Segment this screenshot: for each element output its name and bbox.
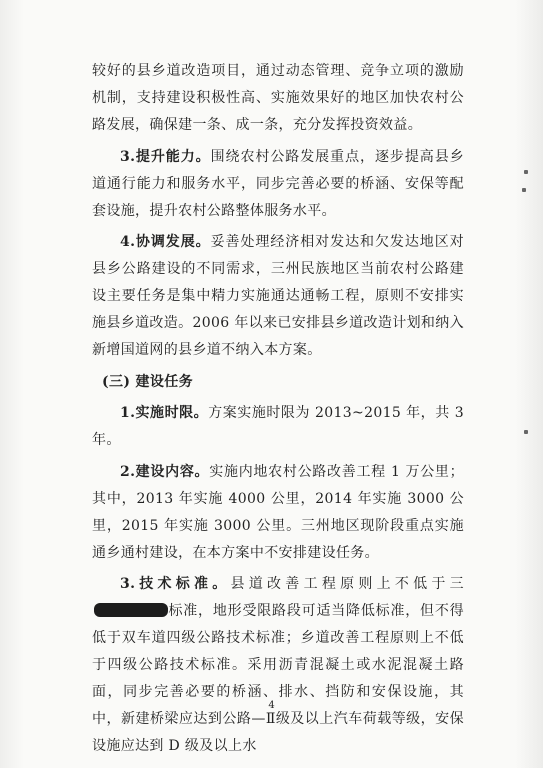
section-heading <box>92 369 464 396</box>
paragraph-implementation-period <box>92 400 464 454</box>
scan-mark <box>522 188 526 192</box>
paragraph-heading: 1.实施时限。 <box>120 405 209 421</box>
scan-mark <box>524 170 528 174</box>
paragraph-text: 标准，地形受限路段可适当降低标准，但不得低于双车道四级公路技术标准；乡道改善工程原则上不低于四级公路技术标准。采用沥青混凝土或水泥混凝土路面，同步完善必要的桥涵、排水、挡防和安保设施，其中，新建桥梁应达到公路—Ⅱ级及以上汽车荷载等级，安保设施应达到 D 级及以上水 <box>92 603 464 754</box>
paragraph-improve-capacity <box>92 144 464 225</box>
paragraph-heading: 2.建设内容。 <box>120 463 210 480</box>
paragraph-coordinated-development <box>92 229 464 364</box>
paragraph-heading: 3.提升能力。 <box>120 148 211 165</box>
paragraph-continuation <box>92 58 464 139</box>
page-number: 4 <box>268 700 275 711</box>
paragraph-construction-content <box>92 459 464 567</box>
paragraph-text: 实施内地农村公路改善工程 1 万公里；其中，2013 年实施 4000 公里，2014 年实施 3000 公里，2015 年实施 3000 公里。三州地区现阶段重点实施通乡通村建设，在本方案中不安排建设任务。 <box>92 463 464 561</box>
paragraph-text: 围绕农村公路发展重点，逐步提高县乡道通行能力和服务水平，同步完善必要的桥涵、安保等配套设施，提升农村公路整体服务水平。 <box>92 148 464 219</box>
paragraph-technical-standards <box>92 571 464 760</box>
redaction-mark <box>94 603 168 617</box>
paragraph-text: 县道改善工程原则上不低于三 <box>230 576 464 592</box>
document-body <box>92 58 464 765</box>
paragraph-heading: 4.协调发展。 <box>120 234 211 250</box>
scan-mark <box>524 430 528 434</box>
section-heading-text: (三) 建设任务 <box>102 373 193 390</box>
paragraph-text: 方案实施时限为 2013~2015 年，共 3 年。 <box>92 405 464 448</box>
paragraph-heading: 3.技术标准。 <box>120 576 231 592</box>
paragraph-text: 妥善处理经济相对发达和欠发达地区对县乡公路建设的不同需求，三州民族地区当前农村公路建设主要任务是集中精力实施通达通畅工程，原则不安排实施县乡道改造。2006 年以来已安排县乡道改造计划和纳入新增国道网的县乡道不纳入本方案。 <box>92 234 464 358</box>
paragraph-text: 较好的县乡道改造项目，通过动态管理、竞争立项的激励机制，支持建设积极性高、实施效果好的地区加快农村公路发展，确保建一条、成一条，充分发挥投资效益。 <box>92 63 464 133</box>
